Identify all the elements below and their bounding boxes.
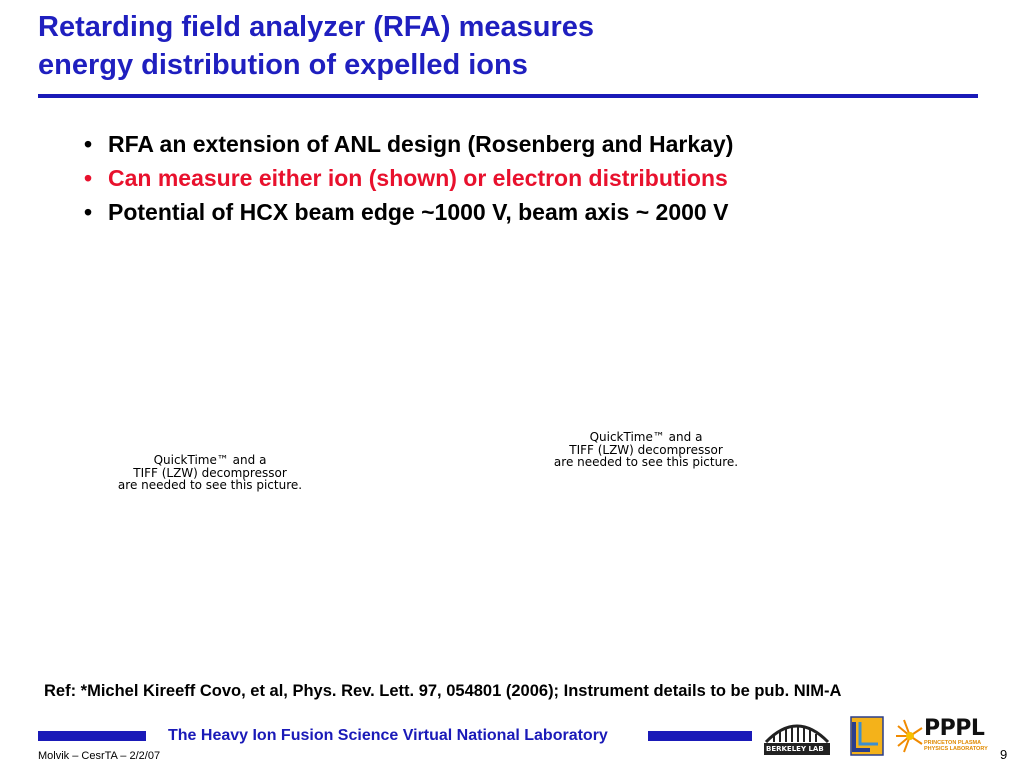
berkeley-lab-logo (760, 712, 834, 758)
placeholder-right-line-3: are needed to see this picture. (553, 455, 739, 469)
placeholder-left-line-3: are needed to see this picture. (117, 478, 303, 492)
pppl-logo-subtitle-1: PRINCETON PLASMA (924, 740, 982, 746)
image-placeholder-right (546, 431, 746, 469)
bullet-text-1: RFA an extension of ANL design (Rosenberg and Harkay) (108, 131, 734, 157)
slide-title (38, 8, 938, 84)
placeholder-right-line-1: QuickTime™ and a (589, 430, 703, 444)
pppl-starburst-icon (896, 718, 924, 754)
placeholder-left-line-2: TIFF (LZW) decompressor (133, 465, 287, 480)
pppl-logo-text: PPPL (924, 716, 985, 741)
pppl-star-logo (896, 718, 924, 754)
llnl-logo-icon (850, 716, 884, 756)
footer-author-date: Molvik – CesrTA – 2/2/07 (38, 750, 161, 762)
footer-bar-left (38, 731, 146, 741)
bullet-dot: • (84, 199, 93, 225)
llnl-logo (850, 716, 884, 756)
slide-title-line-1: Retarding field analyzer (RFA) measures (38, 11, 594, 43)
page-number: 9 (1000, 747, 1008, 762)
footer-bar-right (648, 731, 752, 741)
slide-title-line-2: energy distribution of expelled ions (38, 49, 528, 81)
bullet-item-3 (84, 195, 984, 229)
bullet-dot: • (84, 165, 93, 191)
bullet-text-2: Can measure either ion (shown) or electron distributions (108, 165, 728, 191)
bullet-item-1 (84, 127, 984, 161)
bullet-text-3: Potential of HCX beam edge ~1000 V, beam axis ~ 2000 V (108, 199, 729, 225)
berkeley-lab-label: BERKELEY LAB (766, 745, 824, 753)
title-divider (38, 94, 978, 98)
reference-text: Ref: *Michel Kireeff Covo, et al, Phys. Rev. Lett. 97, 054801 (2006); Instrument details to be pub. NIM-A (44, 682, 842, 700)
placeholder-left-line-1: QuickTime™ and a (153, 453, 267, 467)
pppl-logo-subtitle (924, 740, 988, 752)
bullet-item-2 (84, 161, 984, 195)
placeholder-right-line-2: TIFF (LZW) decompressor (569, 442, 723, 457)
image-placeholder-left (110, 454, 310, 492)
bullet-dot: • (84, 131, 93, 157)
footer-lab-name: The Heavy Ion Fusion Science Virtual National Laboratory (168, 727, 608, 744)
pppl-logo-subtitle-2: PHYSICS LABORATORY (924, 746, 988, 752)
bullet-list (84, 127, 984, 229)
